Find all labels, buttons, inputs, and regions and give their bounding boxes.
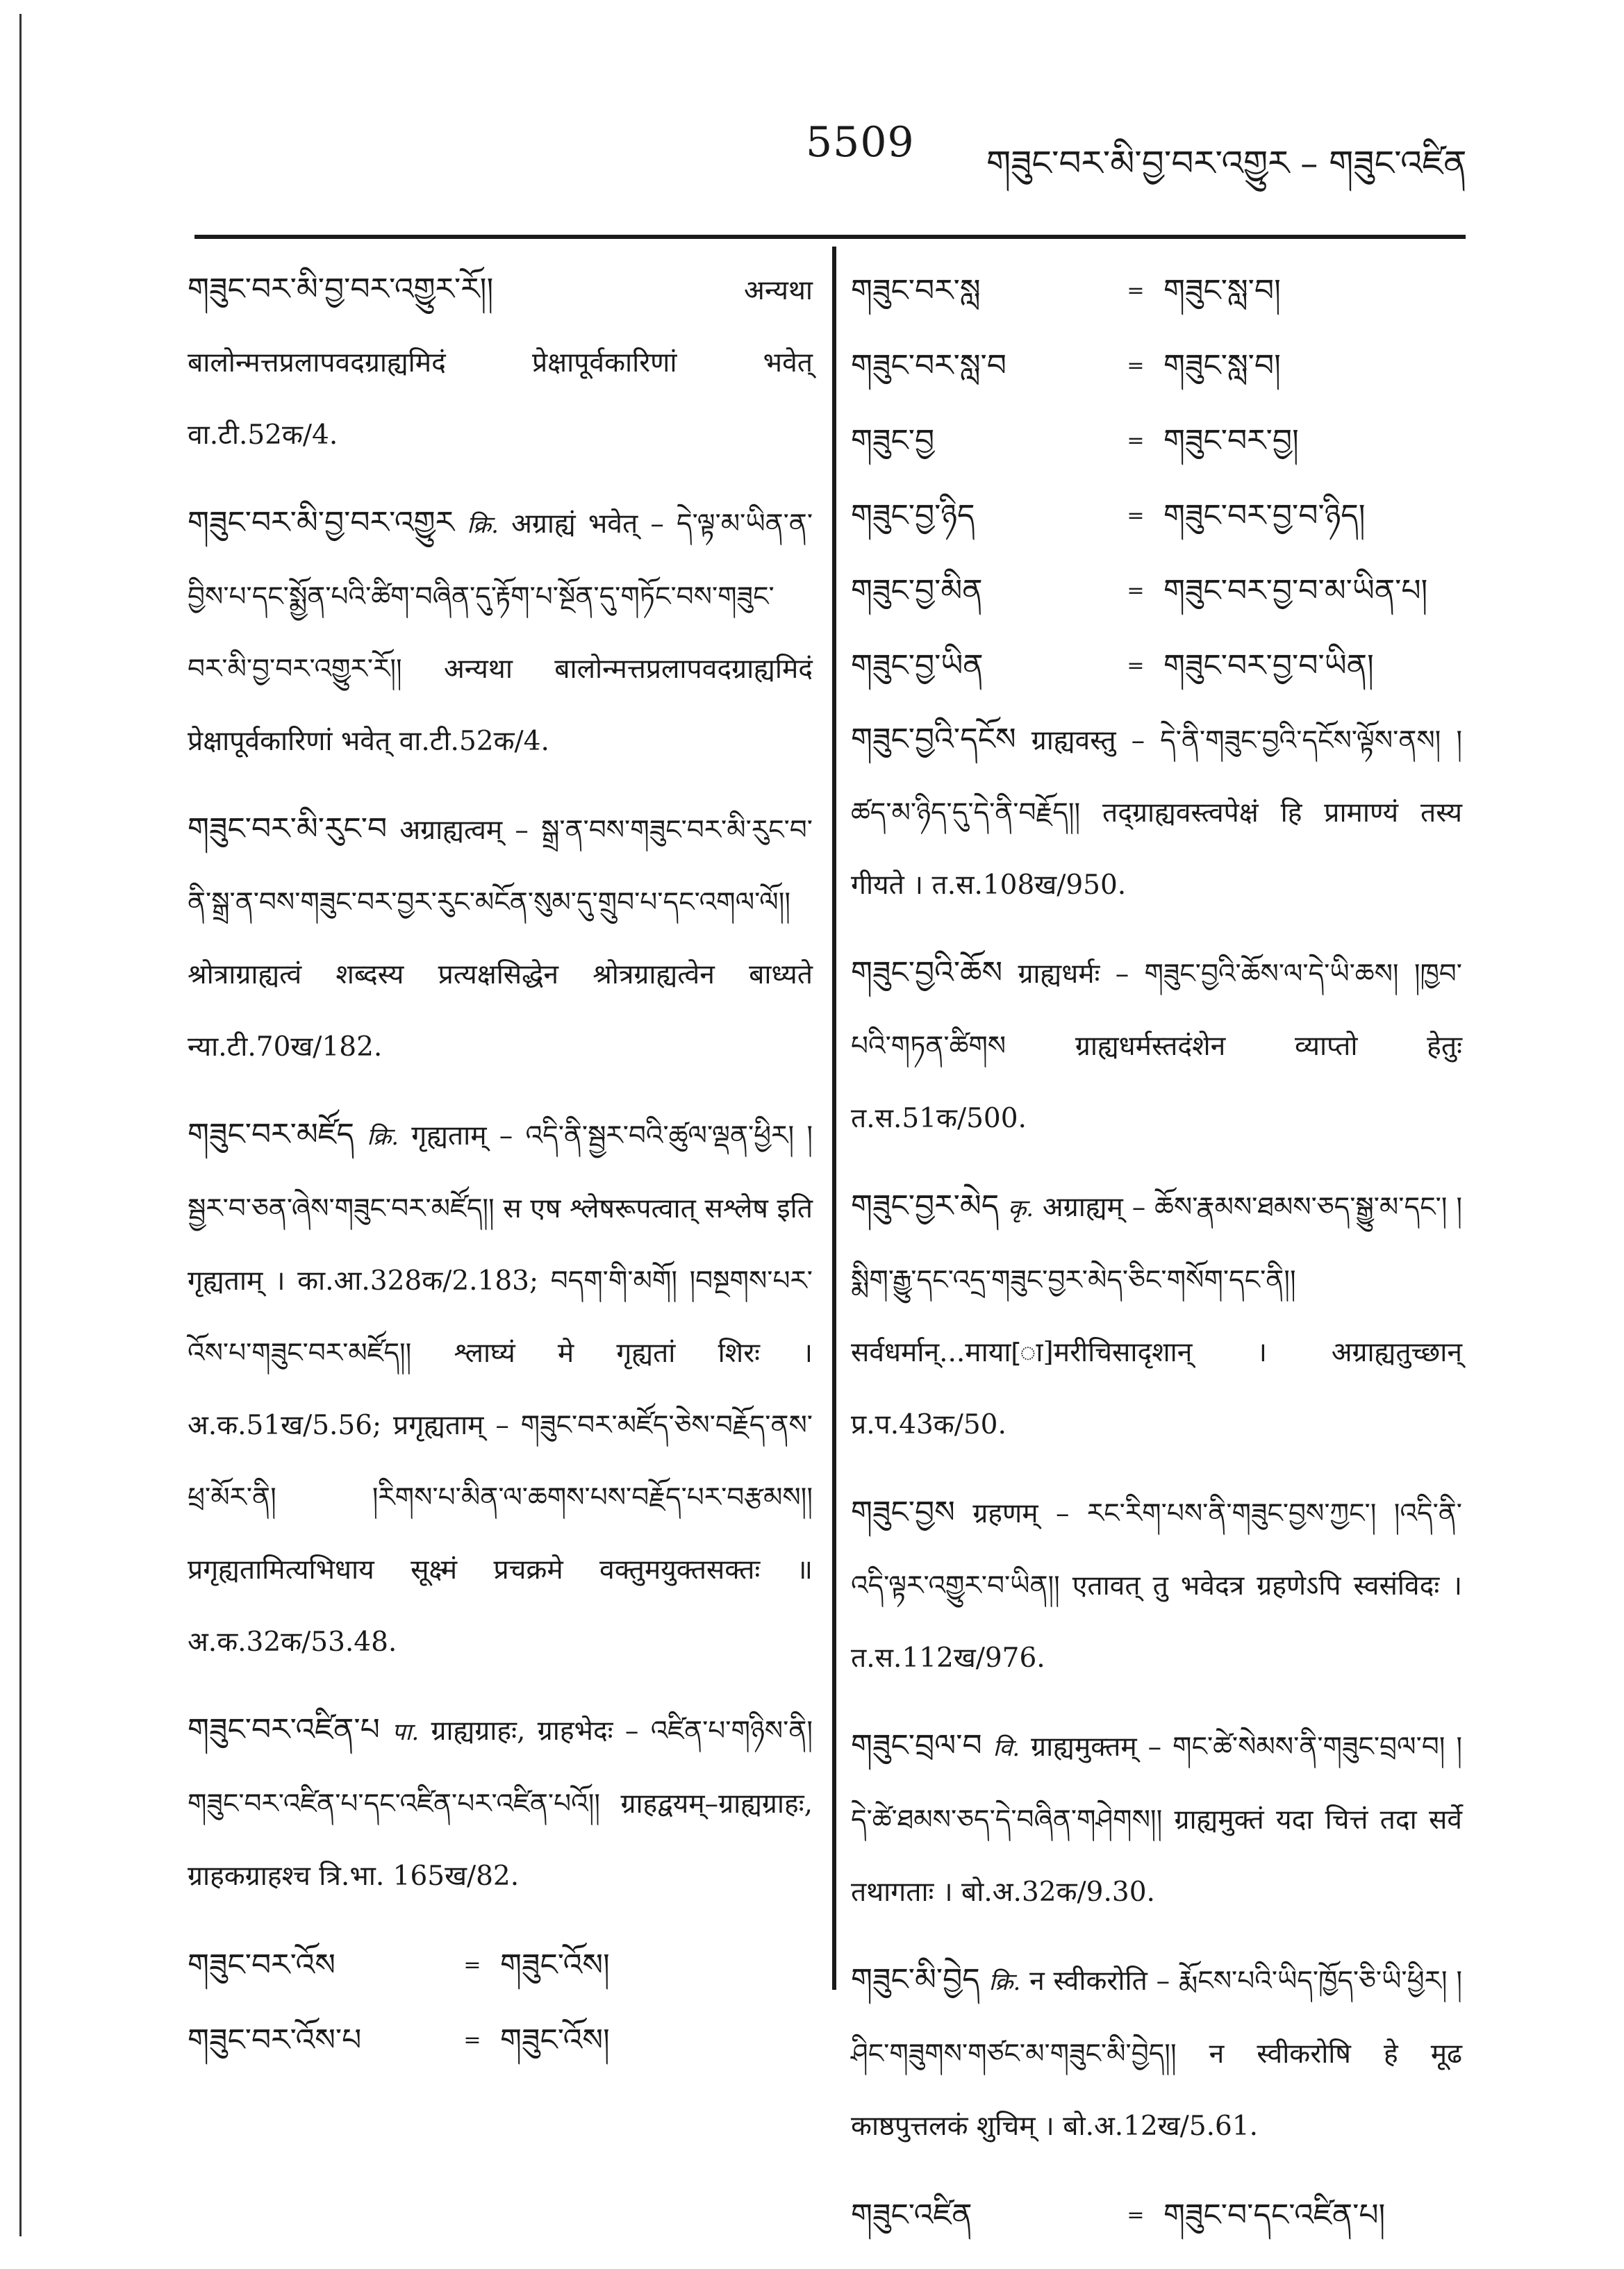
headword: གཟུང་བར་མི་རུང་བ — [188, 811, 388, 847]
grammar-tag: क्रि. — [988, 1968, 1021, 1996]
right-column — [851, 254, 1462, 2253]
equals-sign: = — [463, 2028, 481, 2052]
headword: གཟུང་མི་བྱེད — [851, 1962, 980, 1997]
xref-term: གཟུང་བར་སླ་བ — [851, 348, 1006, 383]
entry-text: ग्राह्यग्राहः, ग्राहभेदः – འཛིན་པ་གཉིས་ནི། གཟུང་བར་འཛིན་པ་དང་འཛིན་པར་འཛིན་པའོ།། ग्राहद्वयम्–ग्राह्यग्राहः, ग्राहकग्राहश्च त्रि.भा. 165ख/82. — [188, 1715, 813, 1892]
headword: གཟུང་བར་མི་བྱ་བར་འགྱུར་རོ།། — [188, 272, 494, 307]
grammar-tag: पा. — [392, 1718, 420, 1746]
xref-target: གཟུང་འོས། — [500, 2022, 610, 2058]
grammar-tag: क्रि. — [367, 1123, 399, 1151]
xref-term: གཟུང་འཛིན — [851, 2197, 972, 2233]
headword: གཟུང་བྱའི་དངོས — [851, 722, 1016, 757]
entry-text: अग्राह्यं भवेत् – དེ་ལྟ་མ་ཡིན་ན་བྱིས་པ་དང་སྨྱོན་པའི་ཚིག་བཞིན་དུ་རྟོག་པ་སྔོན་དུ་གཏོང་བས་གཟུང་བར་མི་བྱ་བར་འགྱུར་རོ།། अन्यथा बालोन्मत्तप्रलापवदग्राह्यमिदं प्रेक्षापूर्वकारिणां भवेत् वा.टी.52क/4. — [188, 508, 813, 757]
cross-reference — [851, 629, 1462, 704]
equals-sign: = — [1127, 654, 1145, 678]
headword: གཟུང་བྲལ་བ — [851, 1728, 982, 1763]
entry-text: अन्यथा बालोन्मत्तप्रलापवदग्राह्यमिदं प्रेक्षापूर्वकारिणां भवेत् वा.टी.52क/4. — [188, 275, 813, 451]
headword: གཟུང་བར་མི་བྱ་བར་འགྱུར — [188, 505, 455, 540]
dictionary-entry — [188, 1099, 813, 1679]
headword: གཟུང་བྱའི་ཆོས — [851, 955, 1003, 990]
column-divider — [832, 247, 836, 1990]
dictionary-entry — [188, 1694, 813, 1913]
grammar-tag: क्रि. — [467, 511, 499, 539]
cross-reference — [851, 254, 1462, 329]
cross-reference — [851, 554, 1462, 629]
headword: གཟུང་བར་འཛིན་པ — [188, 1712, 380, 1747]
dictionary-entry — [851, 704, 1462, 922]
headword: གཟུང་བྱར་མེད — [851, 1188, 1000, 1224]
grammar-tag: वि. — [993, 1734, 1020, 1762]
page-number: 5509 — [806, 118, 915, 167]
equals-sign: = — [1127, 579, 1145, 603]
entry-text: ग्राह्यधर्मः – གཟུང་བྱའི་ཆོས་ལ་དེ་ཡི་ཆས། །ཁྱབ་པའི་གཏན་ཚིགས ग्राह्यधर्मस्तदंशेन व्याप्तो हेतुः त.स.51क/500. — [851, 958, 1462, 1134]
xref-target: གཟུང་བར་བྱ་བ་ཉིད། — [1163, 498, 1366, 533]
xref-target: གཟུང་སླ་བ། — [1163, 348, 1281, 383]
cross-reference — [851, 329, 1462, 404]
xref-target: གཟུང་འོས། — [500, 1947, 610, 1983]
xref-term: གཟུང་བྱ་ཉིད — [851, 498, 975, 533]
cross-reference — [188, 1928, 813, 2003]
equals-sign: = — [1127, 429, 1145, 453]
dictionary-entry — [851, 1710, 1462, 1929]
xref-target: གཟུང་བར་བྱ། — [1163, 423, 1299, 458]
entry-text: अग्राह्यम् – ཆོས་རྣམས་ཐམས་ཅད་སྒྱུ་མ་དང་། །སྨིག་རྒྱུ་དང་འདྲ་གཟུང་བྱར་མེད་ཅིང་གསོག་དང་ནི།། सर्वधर्मान्...माया[ा]मरीचिसादृशान् । अग्राह्यतुच्छान् प्र.प.43क/50. — [851, 1192, 1462, 1440]
cross-reference — [851, 479, 1462, 554]
entry-text: ग्रहणम् – རང་རིག་པས་ནི་གཟུང་བྱས་ཀྱང་། །འདི་ནི་འདི་ལྟར་འགྱུར་བ་ཡིན།། एतावत् तु भवेदत्र ग्रहणेऽपि स्वसंविदः । त.स.112ख/976. — [851, 1498, 1462, 1674]
left-column — [188, 254, 813, 2078]
equals-sign: = — [1127, 504, 1145, 528]
entry-text: ग्राह्यवस्तु – དེ་ནི་གཟུང་བྱའི་དངོས་ལྟོས་ནས། །ཚད་མ་ཉིད་དུ་དེ་ནི་བརྗོད།། तद्ग्राह्यवस्त्वपेक्षं हि प्रामाण्यं तस्य गीयते । त.स.108ख/950. — [851, 725, 1462, 901]
xref-term: གཟུང་བར་འོས་པ — [188, 2022, 362, 2058]
xref-target: གཟུང་བར་བྱ་བ་ཡིན། — [1163, 648, 1374, 683]
dictionary-entry — [851, 1170, 1462, 1461]
entry-text: गृह्यताम् – འདི་ནི་སྦྱར་བའི་ཚུལ་ལྡན་ཕྱིར། །སྦྱར་བ་ཅན་ཞེས་གཟུང་བར་མཛོད།། स एष श्लेषरूपत्वात् सश्लेष इति गृह्यताम् । का.आ.328क/2.183; བདག་གི་མགོ། །བསྔགས་པར་འོས་པ་གཟུང་བར་མཛོད།། श्लाघ्यं मे गृह्यतां शिरः । अ.क.51ख/5.56; प्रगृह्यताम् – གཟུང་བར་མཛོད་ཅེས་བརྗོད་ནས་ཕྲ་མོར་ནི། །རིགས་པ་མིན་ལ་ཆགས་པས་བརྗོད་པར་བརྩམས།། प्रगृह्यतामित्यभिधाय सूक्ष्मं प्रचक्रमे वक्तुमयुक्तसक्तः ॥ अ.क.32क/53.48. — [188, 1120, 813, 1658]
dictionary-entry — [851, 1944, 1462, 2163]
equals-sign: = — [463, 1953, 481, 1977]
equals-sign: = — [1127, 279, 1145, 303]
scan-margin-line — [19, 14, 22, 2236]
dictionary-entry — [851, 1477, 1462, 1695]
cross-reference — [851, 404, 1462, 479]
headword: གཟུང་བར་མཛོད — [188, 1117, 355, 1152]
headword: གཟུང་བྱས — [851, 1495, 955, 1530]
xref-term: གཟུང་བར་འོས — [188, 1947, 335, 1983]
cross-reference — [851, 2178, 1462, 2253]
xref-target: གཟུང་སླ་བ། — [1163, 273, 1281, 308]
xref-term: གཟུང་བར་སླ — [851, 273, 981, 308]
xref-target: གཟུང་བར་བྱ་བ་མ་ཡིན་པ། — [1163, 573, 1428, 608]
dictionary-entry — [188, 254, 813, 472]
xref-term: གཟུང་བྱ་མིན — [851, 573, 983, 608]
dictionary-entry — [851, 937, 1462, 1155]
dictionary-entry — [188, 793, 813, 1083]
grammar-tag: कृ. — [1008, 1195, 1034, 1222]
xref-term: གཟུང་བྱ — [851, 423, 935, 458]
entry-text: न स्वीकरोति – རྨོངས་པའི་ཡིད་ཁྱོད་ཅི་ཡི་ཕྱིར། །ཤིང་གཟུགས་གཙང་མ་གཟུང་མི་བྱེད།། न स्वीकरोषि हे मूढ काष्ठपुत्तलकं शुचिम् । बो.अ.12ख/5.61. — [851, 1965, 1462, 2142]
equals-sign: = — [1127, 354, 1145, 378]
entry-text: ग्राह्यमुक्तम् – གང་ཚེ་སེམས་ནི་གཟུང་བྲལ་བ། །དེ་ཚེ་ཐམས་ཅད་དེ་བཞིན་གཤེགས།། ग्राह्यमुक्तं यदा चित्तं तदा सर्वे तथागताः । बो.अ.32क/9.30. — [851, 1731, 1462, 1908]
entry-text: अग्राह्यत्वम् – སྒྲ་ན་བས་གཟུང་བར་མི་རུང་བ་ནི་སྒྲ་ན་བས་གཟུང་བར་བྱར་རུང་མངོན་སུམ་དུ་གྲུབ་པ་དང་འགལ་ལོ།། श्रोत्राग्राह्यत्वं शब्दस्य प्रत्यक्षसिद्धेन श्रोत्रग्राह्यत्वेन बाध्यते न्या.टी.70ख/182. — [188, 815, 813, 1063]
xref-term: གཟུང་བྱ་ཡིན — [851, 648, 984, 683]
dictionary-entry — [188, 487, 813, 778]
cross-reference — [188, 2003, 813, 2078]
header-rule — [194, 235, 1466, 239]
running-head: གཟུང་བར་མི་བྱ་བར་འགྱུར – གཟུང་འཛིན — [986, 143, 1467, 183]
equals-sign: = — [1127, 2203, 1145, 2227]
xref-target: གཟུང་བ་དང་འཛིན་པ། — [1163, 2197, 1386, 2233]
